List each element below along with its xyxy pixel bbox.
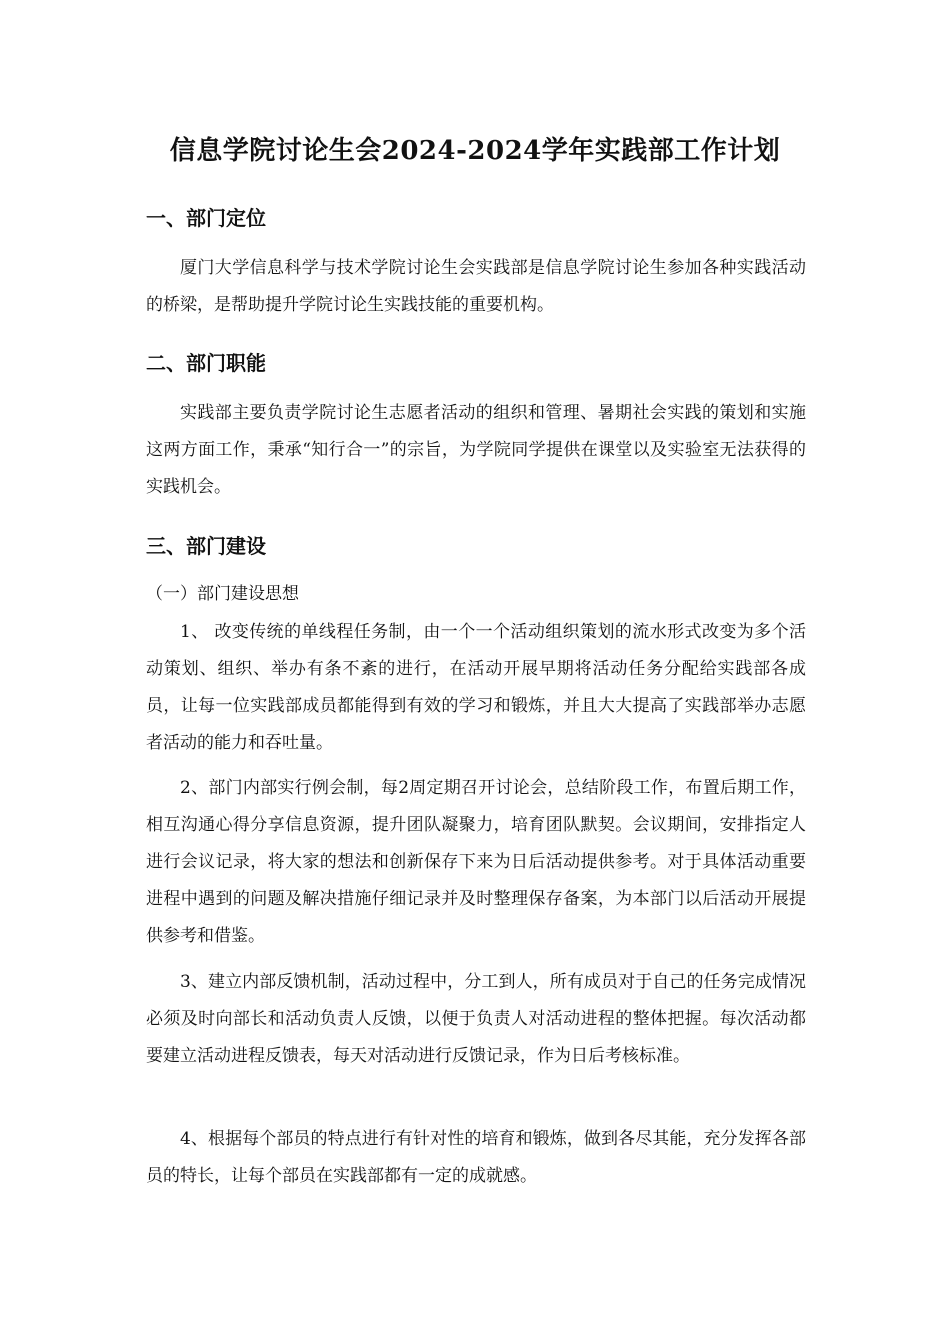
list-item-paragraph: 3、建立内部反馈机制，活动过程中，分工到人，所有成员对于自己的任务完成情况必须及时向部长和活动负责人反馈，以便于负责人对活动进程的整体把握。每次活动都要建立活动进程反馈表，每天对活动进行反馈记录，作为日后考核标准。 (146, 972, 806, 1066)
section-paragraph: 厦门大学信息科学与技术学院讨论生会实践部是信息学院讨论生参加各种实践活动的桥梁，是帮助提升学院讨论生实践技能的重要机构。 (146, 258, 806, 315)
document-title: 信息学院讨论生会2024-2024学年实践部工作计划 (169, 136, 781, 166)
list-item-paragraph: 1、 改变传统的单线程任务制，由一个一个活动组织策划的流水形式改变为多个活动策划、组织、举办有条不紊的进行，在活动开展早期将活动任务分配给实践部各成员，让每一位实践部成员都能得到有效的学习和锻炼，并且大大提高了实践部举办志愿者活动的能力和吞吐量。 (146, 622, 806, 753)
section-subheading: （一）部门建设思想 (146, 584, 299, 604)
section-heading-functions: 二、部门职能 (146, 351, 266, 375)
section-heading-positioning: 一、部门定位 (146, 206, 266, 230)
list-item-paragraph: 4、根据每个部员的特点进行有针对性的培育和锻炼，做到各尽其能，充分发挥各部员的特长，让每个部员在实践部都有一定的成就感。 (146, 1129, 806, 1186)
section-paragraph: 实践部主要负责学院讨论生志愿者活动的组织和管理、暑期社会实践的策划和实施这两方面工作，秉承“知行合一”的宗旨，为学院同学提供在课堂以及实验室无法获得的实践机会。 (146, 403, 806, 497)
list-item-paragraph: 2、部门内部实行例会制，每2周定期召开讨论会，总结阶段工作，布置后期工作，相互沟通心得分享信息资源，提升团队凝聚力，培育团队默契。会议期间，安排指定人进行会议记录，将大家的想法和创新保存下来为日后活动提供参考。对于具体活动重要进程中遇到的问题及解决措施仔细记录并及时整理保存备案，为本部门以后活动开展提供参考和借鉴。 (146, 778, 806, 946)
section-heading-construction: 三、部门建设 (146, 534, 266, 558)
